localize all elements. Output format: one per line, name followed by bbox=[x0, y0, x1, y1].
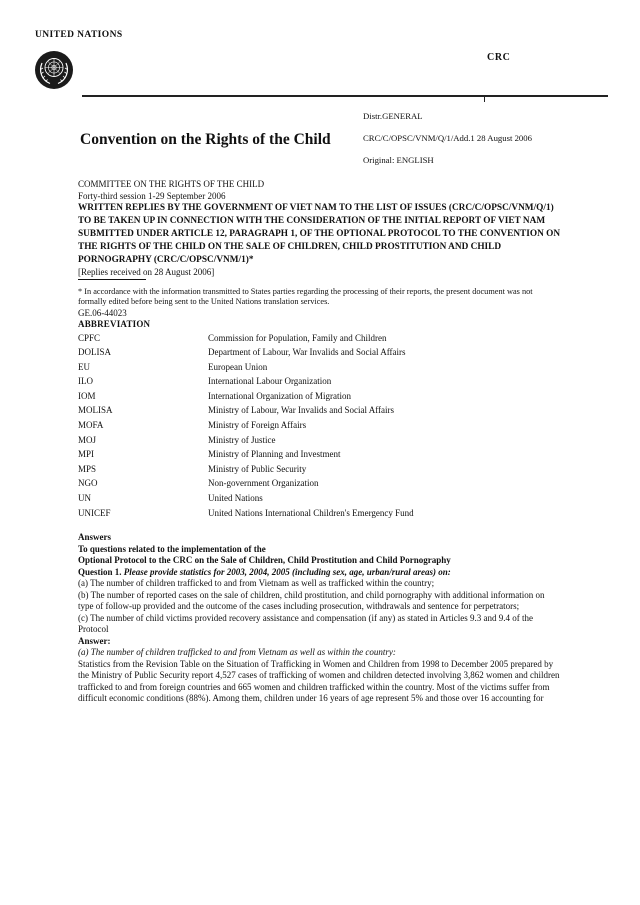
abbreviation-code: ILO bbox=[78, 376, 93, 387]
table-row bbox=[78, 389, 562, 404]
abbreviation-definition: United Nations bbox=[208, 493, 263, 504]
doc-code: CRC bbox=[487, 52, 511, 63]
answer-a-body: Statistics from the Revision Table on the Situation of Trafficking in Women and Children from 1998 to December 2005 prepared by the Ministry of Public Security report 4,527 cases of trafficking of women and children detected involving 3,862 women and children trafficked to and from foreign countries and 665 women and children trafficked within the country. Most of the victims suffer from difficult economic conditions (88%). Among them, children under 16 years of age represent 5% and those over 16 accounting for bbox=[78, 658, 560, 704]
table-row bbox=[78, 462, 562, 477]
page-title: Convention on the Rights of the Child bbox=[80, 131, 331, 148]
answers-subheading-1: To questions related to the implementation of the bbox=[78, 543, 266, 554]
abbreviation-definition: International Organization of Migration bbox=[208, 390, 352, 401]
table-row bbox=[78, 433, 562, 448]
abbreviation-code: NGO bbox=[78, 478, 98, 489]
un-emblem-icon bbox=[34, 50, 74, 90]
ge-number: GE.06-44023 bbox=[78, 307, 127, 318]
abbreviation-code: UN bbox=[78, 493, 91, 504]
question-item-a: (a) The number of children trafficked to and from Vietnam as well as trafficked within the country; bbox=[78, 578, 435, 589]
session-line: Forty-third session 1-29 September 2006 bbox=[78, 190, 226, 201]
table-row bbox=[78, 403, 562, 418]
abbreviation-definition: Department of Labour, War Invalids and Social Affairs bbox=[208, 347, 406, 358]
table-row bbox=[78, 476, 562, 491]
question-1-text: Please provide statistics for 2003, 2004, 2005 (including sex, age, urban/rural areas) on: bbox=[123, 566, 451, 577]
answers-subheading-2: Optional Protocol to the CRC on the Sale of Children, Child Prostitution and Child Pornography bbox=[78, 555, 451, 566]
committee-line: COMMITTEE ON THE RIGHTS OF THE CHILD bbox=[78, 179, 265, 189]
abbreviation-code: UNICEF bbox=[78, 507, 111, 518]
abbreviation-code: MOJ bbox=[78, 434, 97, 445]
original-language-line: Original: ENGLISH bbox=[363, 155, 434, 165]
question-item-c: (c) The number of child victims provided recovery assistance and compensation (if any) as stated in Articles 9.3 and 9.4 of the Protocol bbox=[78, 612, 533, 635]
table-row bbox=[78, 331, 562, 346]
footnote-separator bbox=[78, 279, 146, 280]
table-row bbox=[78, 360, 562, 375]
table-row bbox=[78, 374, 562, 389]
footnote-text: * In accordance with the information transmitted to States parties regarding the processing of their reports, the present document was not formally edited before being sent to the United Nations translation services. bbox=[78, 286, 533, 306]
document-body bbox=[78, 179, 562, 705]
abbreviation-definition: United Nations International Children's Emergency Fund bbox=[208, 507, 414, 518]
abbreviation-definition: Commission for Population, Family and Children bbox=[208, 332, 387, 343]
distribution-line: Distr.GENERAL bbox=[363, 111, 423, 121]
main-heading: WRITTEN REPLIES BY THE GOVERNMENT OF VIET NAM TO THE LIST OF ISSUES (CRC/C/OPSC/VNM/Q/1) TO BE TAKEN UP IN CONNECTION WITH THE CONSIDERATION OF THE INITIAL REPORT OF VIET NAM SUBMITTED UNDER ARTICLE 12, PARAGRAPH 1, OF THE OPTIONAL PROTOCOL TO THE CONVENTION ON THE RIGHTS OF THE CHILD ON THE SALE OF CHILDREN, CHILD PROSTITUTION AND CHILD PORNOGRAPHY (CRC/C/OPSC/VNM/1)* bbox=[78, 203, 561, 265]
abbreviation-definition: Ministry of Planning and Investment bbox=[208, 449, 341, 460]
symbol-line: CRC/C/OPSC/VNM/Q/1/Add.1 28 August 2006 bbox=[363, 133, 532, 143]
abbreviations-heading: ABBREVIATION bbox=[78, 319, 151, 329]
table-row bbox=[78, 418, 562, 433]
header-rule bbox=[82, 95, 608, 97]
answers-heading: Answers bbox=[78, 532, 111, 543]
replies-received-line: [Replies received on 28 August 2006] bbox=[78, 267, 215, 277]
abbreviation-definition: International Labour Organization bbox=[208, 376, 332, 387]
abbreviation-definition: Non-government Organization bbox=[208, 478, 319, 489]
abbreviation-code: CPFC bbox=[78, 332, 101, 343]
abbreviation-definition: Ministry of Labour, War Invalids and Social Affairs bbox=[208, 405, 395, 416]
abbreviation-code: MOLISA bbox=[78, 405, 113, 416]
table-row bbox=[78, 345, 562, 360]
document-meta bbox=[363, 111, 532, 177]
abbreviation-code: MPS bbox=[78, 463, 97, 474]
abbreviations-table bbox=[78, 331, 562, 521]
abbreviation-definition: Ministry of Justice bbox=[208, 434, 276, 445]
abbreviation-code: EU bbox=[78, 361, 90, 372]
abbreviation-definition: Ministry of Foreign Affairs bbox=[208, 420, 307, 431]
answer-label: Answer: bbox=[78, 635, 111, 646]
question-1-label: Question 1. bbox=[78, 566, 122, 577]
org-name: UNITED NATIONS bbox=[35, 30, 123, 40]
abbreviation-code: MOFA bbox=[78, 420, 104, 431]
table-row bbox=[78, 506, 562, 521]
abbreviation-definition: European Union bbox=[208, 361, 268, 372]
table-row bbox=[78, 491, 562, 506]
answer-a-title: (a) The number of children trafficked to and from Vietnam as well as within the country: bbox=[78, 647, 396, 658]
question-item-b: (b) The number of reported cases on the sale of children, child prostitution, and child pornography with additional information on type of follow-up provided and the outcome of the cases including prosecution, withdrawals and sentence for perpetrators; bbox=[78, 589, 545, 612]
abbreviation-code: DOLISA bbox=[78, 347, 111, 358]
question-1-line bbox=[78, 567, 562, 579]
table-row bbox=[78, 447, 562, 462]
abbreviation-code: MPI bbox=[78, 449, 95, 460]
header-rule-tick bbox=[484, 97, 485, 102]
abbreviation-code: IOM bbox=[78, 390, 96, 401]
abbreviation-definition: Ministry of Public Security bbox=[208, 463, 307, 474]
